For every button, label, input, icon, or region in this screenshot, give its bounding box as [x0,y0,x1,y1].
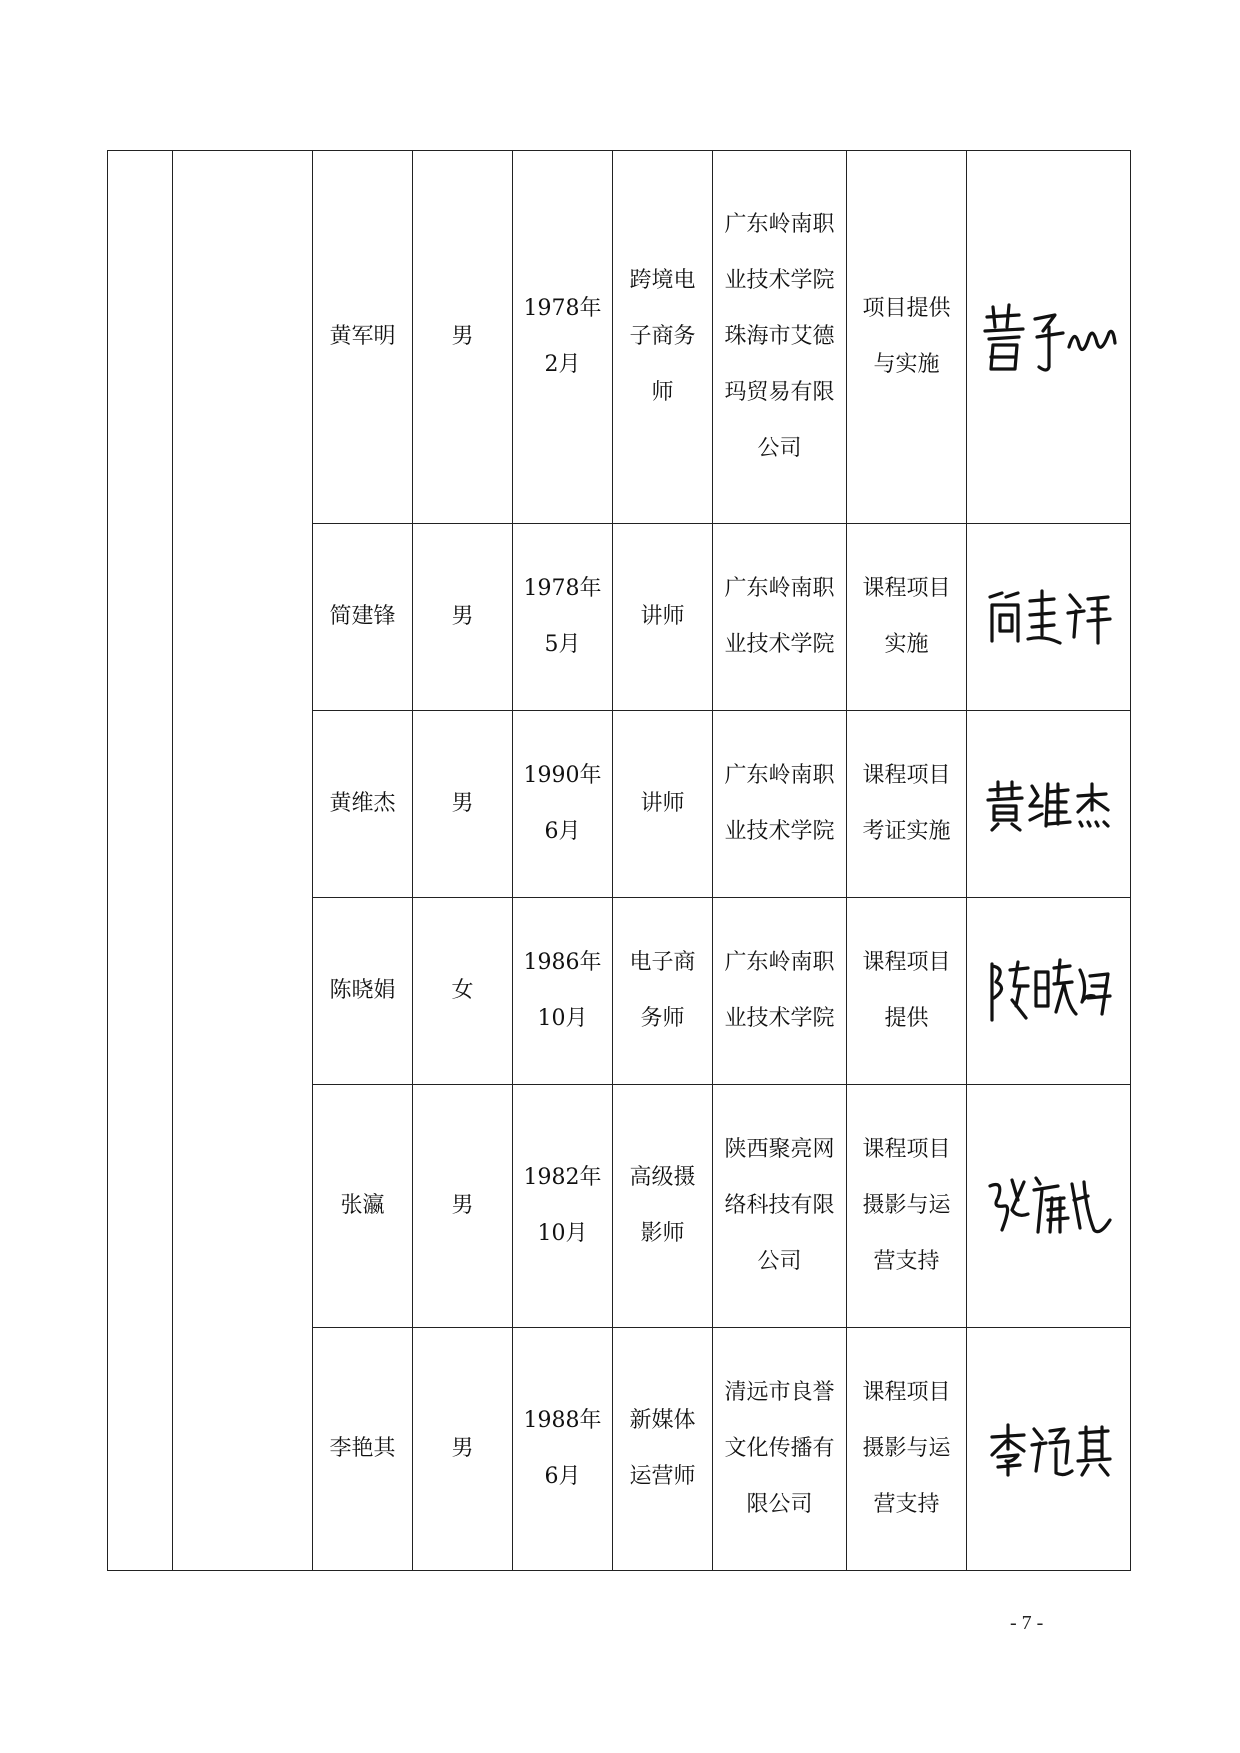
name-cell: 张瀛 [313,1085,413,1328]
gender-cell: 男 [413,711,513,898]
gender-cell: 男 [413,1328,513,1571]
gender-cell: 男 [413,151,513,524]
org-cell: 陕西聚亮网络科技有限公司 [713,1085,847,1328]
signature-cell [967,898,1131,1085]
title-cell: 跨境电子商务师 [613,151,713,524]
signature-cell [967,151,1131,524]
title-cell: 电子商务师 [613,898,713,1085]
blank-column-2 [173,151,313,1571]
birth-cell: 1982年10月 [513,1085,613,1328]
gender-cell: 男 [413,524,513,711]
role-cell: 课程项目提供 [847,898,967,1085]
name-cell: 黄维杰 [313,711,413,898]
signature-cell [967,524,1131,711]
signature-image [984,1419,1114,1479]
org-cell: 广东岭南职业技术学院 [713,898,847,1085]
role-cell: 课程项目实施 [847,524,967,711]
signature-cell [967,1085,1131,1328]
name-cell: 黄军明 [313,151,413,524]
table-row [108,151,1131,524]
blank-column-1 [108,151,173,1571]
birth-cell: 1986年10月 [513,898,613,1085]
name-cell: 简建锋 [313,524,413,711]
birth-cell: 1988年6月 [513,1328,613,1571]
signature-image [984,1170,1114,1242]
title-cell: 讲师 [613,524,713,711]
gender-cell: 男 [413,1085,513,1328]
gender-cell: 女 [413,898,513,1085]
role-cell: 课程项目摄影与运营支持 [847,1085,967,1328]
role-cell: 项目提供与实施 [847,151,967,524]
org-cell: 广东岭南职业技术学院 [713,524,847,711]
signature-image [984,956,1114,1026]
signature-image [984,585,1114,649]
page-number: - 7 - [1010,1612,1044,1634]
role-cell: 课程项目摄影与运营支持 [847,1328,967,1571]
name-cell: 李艳其 [313,1328,413,1571]
birth-cell: 1978年5月 [513,524,613,711]
signature-image [979,297,1119,377]
org-cell: 清远市良誉文化传播有限公司 [713,1328,847,1571]
name-cell: 陈晓娟 [313,898,413,1085]
title-cell: 新媒体运营师 [613,1328,713,1571]
staff-table [107,150,1131,1571]
title-cell: 讲师 [613,711,713,898]
title-cell: 高级摄影师 [613,1085,713,1328]
birth-cell: 1990年6月 [513,711,613,898]
role-cell: 课程项目考证实施 [847,711,967,898]
org-cell: 广东岭南职业技术学院 [713,711,847,898]
signature-cell [967,711,1131,898]
signature-image [984,776,1114,832]
org-cell: 广东岭南职业技术学院 珠海市艾德玛贸易有限公司 [713,151,847,524]
birth-cell: 1978年2月 [513,151,613,524]
signature-cell [967,1328,1131,1571]
